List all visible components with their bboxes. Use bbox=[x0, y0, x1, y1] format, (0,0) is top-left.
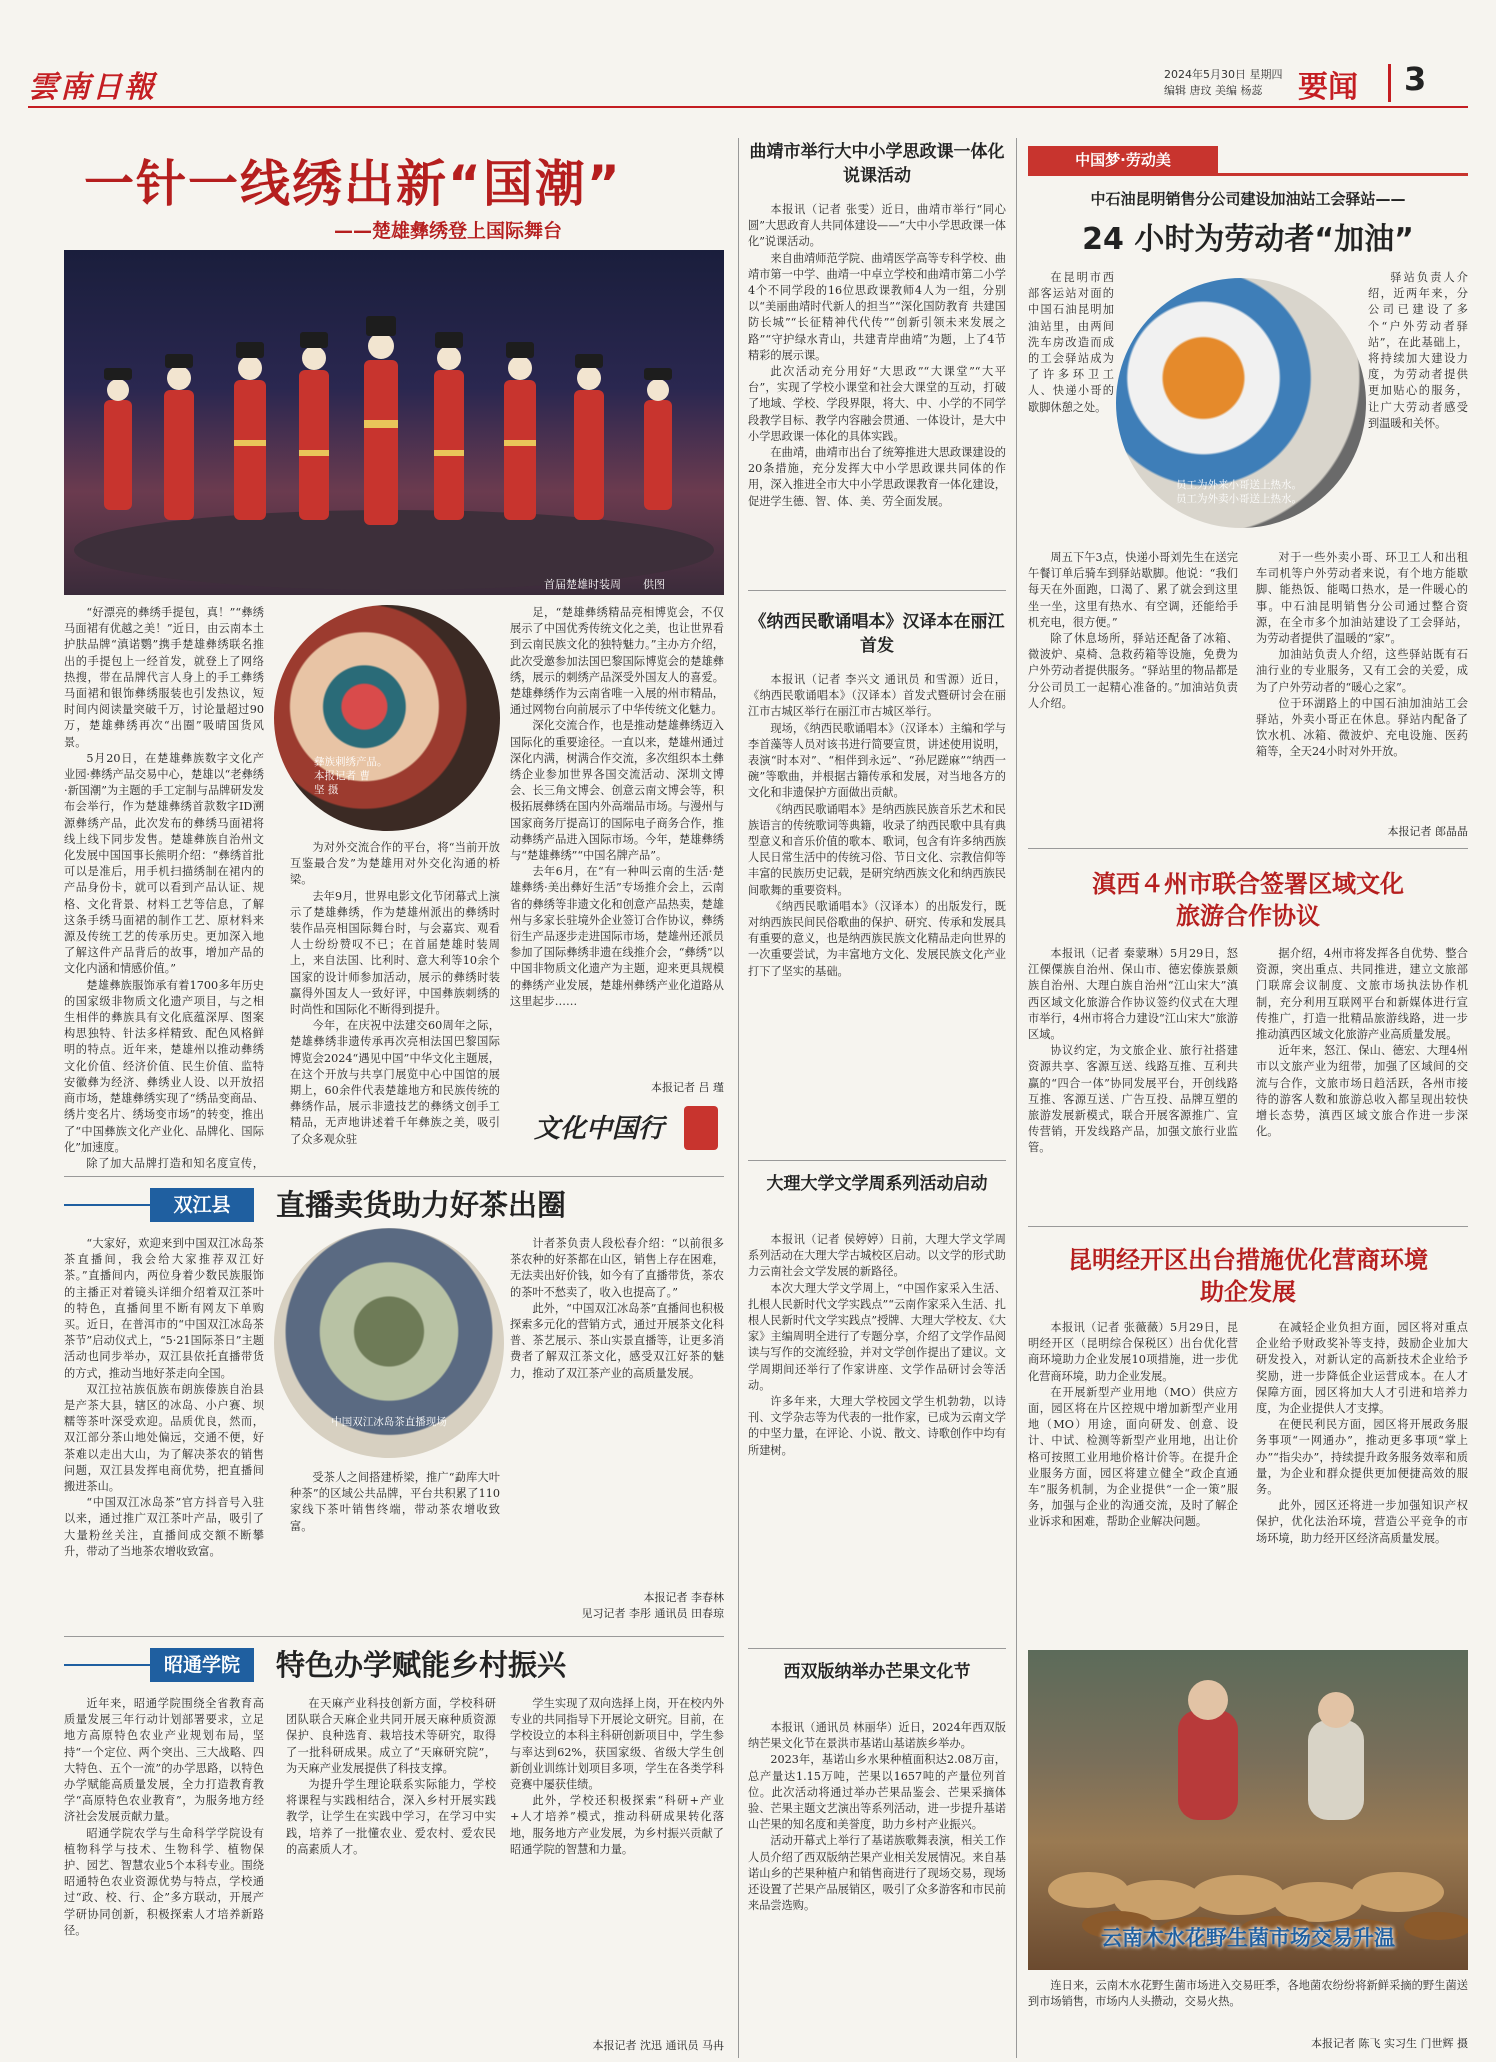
article-title: 直播卖货助力好茶出圈 bbox=[276, 1188, 567, 1222]
article-body-col1: “大家好，欢迎来到中国双江冰岛茶茶直播间，我会给大家推荐双江好茶。”直播间内，两位身着少数民族服饰的主播正对着镜头详细介绍着双江茶叶的特色，直播间里不断有网友下单购买。近日，在普洱市的“中国双江冰岛茶茶节”启动仪式上，“5·21国际茶日”主题活动也同步举办，双江县依托直播带货的方式，推动当地好茶走向全国。 双江拉祜族佤族布朗族傣族自治县是产茶大县，辖区的冰岛、小户赛、坝糯等茶叶深受欢迎。品质优良，然而，双江部分茶山地处偏远，交通不便，好茶难以走出大山，为了解决茶农的销售问题，双江县发挥电商优势，把直播间搬进茶山。 “中国双江冰岛茶”官方抖音号入驻以来，通过推广双江茶叶产品，吸引了大量粉丝关注，直播间成交额不断攀升，带动了当地茶农增收致富。 bbox=[64, 1237, 264, 1558]
section-rule bbox=[748, 1648, 1006, 1649]
mushroom-market-photo bbox=[1028, 1650, 1468, 1970]
section-rule bbox=[64, 1636, 724, 1637]
embroidery-product-photo bbox=[274, 605, 500, 831]
product-caption: 彝族刺绣产品。 本报记者 曹 坚 摄 bbox=[314, 756, 388, 796]
article-title: 《纳西民歌诵唱本》汉译本在丽江首发 bbox=[749, 612, 1005, 656]
article-body: 本报讯（记者 侯婷婷）日前，大理大学文学周系列活动在大理大学古城校区启动。以文学的形式助力云南社会文学发展的新路径。 本次大理大学文学周上，“中国作家采入生活、扎根人民新时代文学实践点”“云南作家采入生活、扎根人民新时代文学实践点”授牌、大理大学校友、《大家》主编周明全进行了专题分享，介绍了文学作品阅读与写作的交流经验，并对文学创作提出了建议。文学周期间还举行了作家讲座、文学作品研讨会等活动。 许多年来，大理大学校园文学生机勃勃，以诗刊、文学杂志等为代表的一批作家，已成为云南文学的中坚力量，在评论、小说、散文、诗歌创作中均有所建树。 bbox=[748, 1233, 1006, 1457]
article-body-col3: 周五下午3点，快递小哥刘先生在送完午餐订单后骑车到驿站歇脚。他说：“我们每天在外面跑，口渴了、累了就会到这里坐一坐，这里有热水、有空调，还能给手机充电，很方便。” 除了休息场所，驿站还配备了冰箱、微波炉、桌椅、急救药箱等设施，免费为户外劳动者提供服务。“驿站里的物品都是分公司员工一起精心准备的。”加油站负责人介绍。 bbox=[1028, 551, 1238, 710]
byline: 本报记者 郎晶晶 bbox=[1387, 825, 1468, 838]
photo-caption: 首届楚雄时装周 供图 bbox=[544, 578, 665, 591]
stamp-text: 文化中国行 bbox=[534, 1114, 665, 1144]
section-name: 要闻 bbox=[1298, 70, 1358, 105]
tag-accent bbox=[64, 1664, 150, 1666]
section-rule bbox=[1028, 848, 1468, 849]
article-body-col2: 驿站负责人介绍，近两年来，分公司已建设了多个“户外劳动者驿站”，在此基础上，将持续加大建设力度，为劳动者提供更加贴心的服务，让广大劳动者感受到温暖和关怀。 bbox=[1368, 271, 1468, 430]
section-divider bbox=[1388, 64, 1391, 102]
photo-title: 云南木水花野生菌市场交易升温 bbox=[1101, 1926, 1395, 1950]
article-body-col2: 在天麻产业科技创新方面，学校科研团队联合天麻企业共同开展天麻种质资源保护、良种选育、栽培技术等研究，取得了一批科研成果。成立了“天麻研究院”，为天麻产业发展提供了科技支撑。 为提升学生理论联系实际能力，学校将课程与实践相结合，深入乡村开展实践教学，让学生在实践中学习，在学习中实践，培养了一批懂农业、爱农村、爱农民的高素质人才。 bbox=[286, 1697, 496, 1856]
article-body-col2: 为对外交流合作的平台，将“当前开放互鉴最合发”为楚雄用对外交化沟通的桥梁。 去年9月，世界电影文化节闭幕式上演示了楚雄彝绣，作为楚雄州派出的彝绣时装作品亮相国际舞台时，与会嘉宾、观看人士纷纷赞叹不已；在首届楚雄时装周上，来自法国、比利时、意大利等10余个国家的设计师参加活动，展示的彝绣时装赢得外国友人一致好评，中国彝族刺绣的时尚性和国际化不断得到提升。 今年，在庆祝中法建交60周年之际，楚雄彝绣非遗传承再次亮相法国巴黎国际博览会2024“遇见中国”中华文化主题展，在这个开放与共享门展览中心中国馆的展期上，60余件代表楚雄地方和民族传统的彝绣作品，展示非遗技艺的彝绣文创手工精品，无声地讲述着千年彝族之美，吸引了众多观众驻 bbox=[290, 841, 500, 1146]
culture-stamp bbox=[534, 1100, 724, 1160]
station-photo bbox=[1116, 278, 1366, 528]
article-title: 西双版纳举办芒果文化节 bbox=[783, 1662, 971, 1682]
article-qujing bbox=[748, 140, 1006, 580]
article-body-col4: 对于一些外卖小哥、环卫工人和出租车司机等户外劳动者来说，有个地方能歇脚、能热饭、能喝口热水，是一件暖心的事。中石油昆明销售分公司通过整合资源，在全市多个加油站建设了工会驿站，为劳动者提供了温暖的“家”。 加油站负责人介绍，这些驿站既有石油行业的专业服务，又有工会的关爱，成为了户外劳动者的“暖心之家”。 位于环湖路上的中国石油加油站工会驿站，外卖小哥正在休息。驿站内配备了饮水机、冰箱、微波炉、充电设施、医药箱等，全天24小时对外开放。 bbox=[1256, 551, 1468, 759]
article-dali-university bbox=[748, 1172, 1006, 1642]
section-rule bbox=[748, 1160, 1006, 1161]
page-number: 3 bbox=[1404, 60, 1427, 98]
newspaper-logo: 雲南日報 bbox=[28, 70, 156, 102]
section-rule bbox=[748, 590, 1006, 591]
tag-accent bbox=[64, 1204, 150, 1206]
article-west-yunnan-tourism bbox=[1028, 868, 1468, 1218]
school-tag: 昭通学院 bbox=[150, 1648, 254, 1682]
stage-figures bbox=[64, 250, 724, 595]
article-body: 本报讯（记者 张雯）近日，曲靖市举行“同心圆”大思政育人共同体建设——“大中小学思政课一体化”说课活动。 来自曲靖师范学院、曲靖医学高等专科学校、曲靖市第一中学、曲靖一中卓立学校和曲靖市第二小学4个不同学段的16位思政课教师4人为一组，分别以“美丽曲靖时代新人的担当”“深化国防教育 共建国防长城”“长征精神代代传”“创新引领未来发展之路”“守护绿水青山，共建青岸曲靖”为题，上了4节精彩的展示课。 此次活动充分用好“大思政”“大课堂”“大平台”，实现了学校小课堂和社会大课堂的互动，打破了地域、学校、学段界限，将大、中、小学的不同学段教学目标、教学内容融会贯通、一体设计，是大中小学思政课一体化的具体实践。 在曲靖，曲靖市出台了统筹推进大思政课建设的20条措施，充分发挥大中小学思政课共同体的作用，深入推进全市大中小学思政课教育一体化建设，促进学生德、智、体、美、劳全面发展。 bbox=[748, 203, 1006, 508]
article-body-col3: 学生实现了双向选择上岗，开在校内外专业的共同指导下开展论文研究。目前，在学校设立的本科主科研创新项目中，学生参与率达到62%，获国家级、省级大学生创新创业训练计划项目多项，学生在各类学科竞赛中屡获佳绩。 此外，学校还积极探索“科研+产业+人才培养”模式，推动科研成果转化落地，服务地方产业发展，为乡村振兴贡献了昭通学院的智慧和力量。 bbox=[510, 1697, 724, 1856]
article-title: 昆明经开区出台措施优化营商环境助企发展 bbox=[1068, 1246, 1428, 1306]
article-body: 本报讯（通讯员 林丽华）近日，2024年西双版纳芒果文化节在景洪市基诺山基诺族乡举办。 2023年，基诺山乡水果种植面积达2.08万亩，总产量达1.15万吨，芒果以1657吨的产量位列首位。此次活动将通过举办芒果品鉴会、芒果采摘体验、芒果主题文艺演出等系列活动，进一步提升基诺山芒果的知名度和美誉度，助力乡村产业振兴。 活动开幕式上举行了基诺族歌舞表演，相关工作人员介绍了西双版纳芒果产业相关发展情况。来自基诺山乡的芒果种植户和销售商进行了现场交易，现场还设置了芒果产品展销区，吸引了众多游客和市民前来品尝选购。 bbox=[748, 1721, 1006, 1913]
section-rule bbox=[1028, 1226, 1468, 1227]
article-subtitle: ——楚雄彝绣登上国际舞台 bbox=[334, 220, 563, 242]
article-title: 一针一线绣出新“国潮” bbox=[84, 155, 622, 213]
article-body-col3: 足，“楚雄彝绣精品亮相博览会，不仅展示了中国优秀传统文化之美，也让世界看到云南民族文化的独特魅力。”主办方介绍，此次受邀参加法国巴黎国际博览会的楚雄彝绣，展示的刺绣产品深受外国友人的喜爱。楚雄彝绣作为云南省唯一入展的州市精品，通过网物台向前展示了中华传统文化魅力。 深化交流合作，也是推动楚雄彝绣迈入国际化的重要途径。一直以来，楚雄州通过深化内满，树满合作交流，多次组织本土彝绣企业参加世界各国交流活动、深圳文博会、长三角文博会、创意云南文博会等，积极拓展彝绣在国内外高端品市场。与漫州与国家商务厅提高订的国际电子商务合作，推动彝绣产品进入国际市场。今年，楚雄彝绣与“楚雄彝绣”“中国名牌产品”。 去年6月，在“有一种叫云南的生活·楚雄彝绣·美出彝好生活”专场推介会上，云南省的彝绣等非遗文化和创意产品热卖，楚雄州与多家长驻境外企业签订合作协议，彝绣衍生产品逐步走进国际市场，楚雄州还派员参加了国际彝绣非遗在线推介会，“彝绣”以中国非物质文化遗产为主题，迎来更具规模的彝绣产业发展，楚雄州彝绣产业化道路从这里起步…… bbox=[510, 606, 724, 1008]
livestream-photo bbox=[274, 1228, 504, 1458]
article-body-col2: 在减轻企业负担方面，园区将对重点企业给予财政奖补等支持，鼓励企业加大研发投入，对新认定的高新技术企业给予奖励，进一步降低企业运营成本。在人才保障方面，园区将加大人才引进和培养力度，为企业提供人才支撑。 在便民利民方面，园区将开展政务服务事项“一网通办”，推动更多事项“掌上办”“指尖办”，持续提升政务服务效率和质量，为企业和群众提供更加便捷高效的服务。 此外，园区还将进一步加强知识产权保护，优化法治环境，营造公平竞争的市场环境，助力经开区经济高质量发展。 bbox=[1256, 1321, 1468, 1545]
masthead-rule bbox=[28, 106, 1468, 108]
photo-caption: 连日来，云南木水花野生菌市场进入交易旺季，各地菌农纷纷将新鲜采摘的野生菌送到市场销售，市场内人头攒动，交易火热。 bbox=[1028, 1979, 1468, 2009]
article-body-col2: 据介绍，4州市将发挥各自优势、整合资源，突出重点、共同推进，建立文旅部门联席会议制度、文旅市场执法协作机制，充分利用互联网平台和新媒体进行宣传推广，打造一批精品旅游线路，进一步推动滇西区域文化旅游产业高质量发展。 近年来，怒江、保山、德宏、大理4州市以文旅产业为纽带，加强了区域间的交流与合作，文旅市场日趋活跃，各州市接待的游客人数和旅游总收入都呈现出较快增长态势，滇西区域文旅合作进一步深化。 bbox=[1256, 947, 1468, 1139]
masthead bbox=[0, 0, 1496, 112]
article-body: 本报讯（记者 李兴文 通讯员 和雪源）近日，《纳西民歌诵唱本》（汉译本）首发式暨研讨会在丽江市古城区举行在丽江市古城区举行。 现场，《纳西民歌诵唱本》（汉译本）主编和学与李首藻等人员对该书进行简要宣贯，讲述使用说明，表演“时本对”、“相伴到永远”、“孙尼蹉麻”“纳西一碗”等歌曲，并根据古籍传承和发展，对当地各方的文化和非遗保护方面做出贡献。 《纳西民歌诵唱本》是纳西族民族音乐艺术和民族语言的传统歌词等典籍，收录了纳西民歌中具有典型意义和音乐价值的歌本、歌词，包含有许多纳西族人民日常生活中的传统习俗、节日文化、宗教信仰等丰富的民族历史记载，是研究纳西族文化和纳西族民间歌舞的重要资料。 《纳西民歌诵唱本》（汉译本）的出版发行，既对纳西族民间民俗歌曲的保护、研究、传承和发展具有重要的意义，也是纳西族民族文化精品走向世界的一次重要尝试，为丰富地方文化、发展民族文化产业打下了坚实的基础。 bbox=[748, 673, 1006, 978]
article-body-col1: “好漂亮的彝绣手提包，真！”“彝绣马面裙有优越之美！”近日，由云南本土护肤品牌“滇诺鹦”携手楚雄彝绣联名推出的手提包上一经首发，就登上了网络热搜，带在品牌代言人身上的手工彝绣马面裙和银饰彝绣服装也引发热议，短时间内阅读量突破千万，讨论量超过90万，楚雄彝绣再次“出圈”吸晴国货风景。 5月20日，在楚雄彝族数字文化产业园·彝绣产品交易中心，楚雄以“老彝绣·新国潮”为主题的手工定制与品牌研发发布会举行，作为楚雄彝绣首款数字ID溯源彝绣产品，此次发布的彝绣马面裙将线上线下同步发售。楚雄彝族自治州文化发展中国国事长熊明介绍：“彝绣首批可以是准后，用手机扫描绣制在裙内的产品身份卡，就可以看到产品认证、规格、文化背景、材料工艺等信息，了解这条手绣马面裙的制作工艺、原材料来源及传统工艺的传承历史。更加深入地了解这件产品背后的故事，增加产品的文化内涵和情感价值。” 楚雄彝族服饰承有着1700多年历史的国家级非物质文化遗产项目，与之相生相伴的彝族具有文化底蕴深厚、图案构思独特、针法多样精致、配色风格鲜明的特点。近年来，楚雄州以推动彝绣文化价值、经济价值、民生价值、监特安徽彝为经济、彝绣业人设、以开放招商市场，楚雄彝绣实现了“绣品变商品、绣片变名片、绣场变市场”的转变，推出了“中国彝族文化产业化、品牌化、国际化”加速度。 除了加大品牌打造和知名度宣传， bbox=[64, 606, 264, 1170]
photo-caption: 员工为外来小哥送上热水。 员工为外卖小哥送上热水。 bbox=[1176, 479, 1302, 505]
article-title: 曲靖市举行大中小学思政课一体化说课活动 bbox=[749, 142, 1005, 186]
article-zhaotong-university bbox=[64, 1648, 724, 2058]
byline: 本报记者 陈飞 实习生 门世辉 摄 bbox=[1311, 2037, 1468, 2050]
column-rule bbox=[1016, 138, 1017, 2058]
byline: 本报记者 沈迅 通讯员 马冉 bbox=[592, 2039, 724, 2052]
photo-caption: 中国双江冰岛茶直播现场 bbox=[331, 1416, 447, 1428]
byline: 本报记者 李春林 见习记者 李彤 通讯员 田春琼 bbox=[581, 1591, 724, 1620]
header-date: 2024年5月30日 星期四 bbox=[1164, 68, 1283, 81]
article-title: 大理大学文学周系列活动启动 bbox=[766, 1174, 988, 1194]
article-mushroom-market bbox=[1028, 1650, 1468, 2055]
stamp-seal bbox=[684, 1106, 718, 1150]
article-body-col3: 计者茶负责人段松春介绍：“以前很多茶农种的好茶都在山区，销售上存在困难，无法卖出好价钱，如今有了直播带货，茶农的茶叶不愁卖了，收入也提高了。” 此外，“中国双江冰岛茶”直播间也积极探索多元化的营销方式，通过开展茶文化科普、茶艺展示、茶山实景直播等，让更多消费者了解双江茶文化，感受双江好茶的魅力，推动了双江茶产业的高质量发展。 bbox=[510, 1237, 724, 1380]
article-title: 特色办学赋能乡村振兴 bbox=[276, 1648, 567, 1682]
column-rule bbox=[738, 138, 739, 2058]
article-shuangjiang-livestream bbox=[64, 1188, 724, 1628]
section-rule bbox=[64, 1176, 724, 1177]
article-title: 24 小时为劳动者“加油” bbox=[1082, 222, 1414, 257]
article-kunming-development-zone bbox=[1028, 1244, 1468, 1644]
article-petrochina-station bbox=[1028, 140, 1468, 840]
article-body-col2: 受茶人之间搭建桥梁，推广“勐库大叶种茶”的区域公共品牌，平台共积累了110家线下茶叶销售终端，带动茶农增收致富。 bbox=[290, 1471, 500, 1533]
section-tag bbox=[1028, 146, 1468, 176]
article-body-col1: 本报讯（记者 张薇薇）5月29日，昆明经开区（昆明综合保税区）出台优化营商环境助力企业发展10项措施，进一步优化营商环境，助力企业发展。 在开展新型产业用地（MO）供应方面，园区将在片区控规中增加新型产业用地（MO）用途，面向研发、创意、设计、中试、检测等新型产业用地，出让价格可按照工业用地价格计价等。在提升企业服务方面，园区将建立健全“政企直通车”服务机制，为企业提供“一企一策”服务，加强与企业的沟通交流，及时了解企业诉求和困难，帮助企业解决问题。 bbox=[1028, 1321, 1238, 1529]
article-body-col1: 本报讯（记者 秦蒙琳）5月29日，怒江傈僳族自治州、保山市、德宏傣族景颇族自治州、大理白族自治州“江山宋大”滇西区域文化旅游合作协议签约仪式在大理市举行，4州市将合力建设“江山宋大”旅游区域。 协议约定，为文旅企业、旅行社搭建资源共享、客源互送、线路互推、互利共赢的“四合一体”协同发展平台，开创线路互推、客源互送、广告互投、品牌互塑的旅游发展新模式，联合开展客源推广、宣传营销，开发线路产品，加强文旅行业监管。 bbox=[1028, 947, 1238, 1155]
article-kicker: 中石油昆明销售分公司建设加油站工会驿站—— bbox=[1090, 190, 1406, 208]
article-title: 滇西４州市联合签署区域文化旅游合作协议 bbox=[1092, 870, 1404, 930]
article-xishuangbanna bbox=[748, 1660, 1006, 2055]
tag-label: 中国梦·劳动美 bbox=[1028, 146, 1218, 174]
county-tag: 双江县 bbox=[150, 1188, 254, 1222]
header-editor: 编辑 唐玟 美编 杨蕊 bbox=[1164, 84, 1263, 97]
fashion-show-photo bbox=[64, 250, 724, 595]
article-body-col1: 在昆明市西部客运站对面的中国石油昆明加油站里，由两间洗车房改造而成的工会驿站成为了许多环卫工人、快递小哥的歇脚休憩之处。 bbox=[1028, 271, 1114, 414]
byline: 本报记者 吕 瑾 bbox=[651, 1081, 724, 1094]
article-naxi-songs bbox=[748, 610, 1006, 1150]
article-body-col1: 近年来，昭通学院围绕全省教育高质量发展三年行动计划部署要求，立足地方高原特色农业产业规划布局，坚持“一个定位、两个突出、三大战略、四大特色、五个一流”的办学思路，以特色办学赋能高质量发展，全力打造教育教学“高原特色农业教育”，为服务地方经济社会发展贡献力量。 昭通学院农学与生命科学学院设有植物科学与技术、生物科学、植物保护、园艺、智慧农业5个本科专业。围绕昭通特色农业资源优势与特点，学校通过“政、校、行、企”多方联动，开展产学研协同创新，积极探索人才培养新路径。 bbox=[64, 1697, 264, 1937]
article-yi-embroidery bbox=[64, 140, 724, 1170]
